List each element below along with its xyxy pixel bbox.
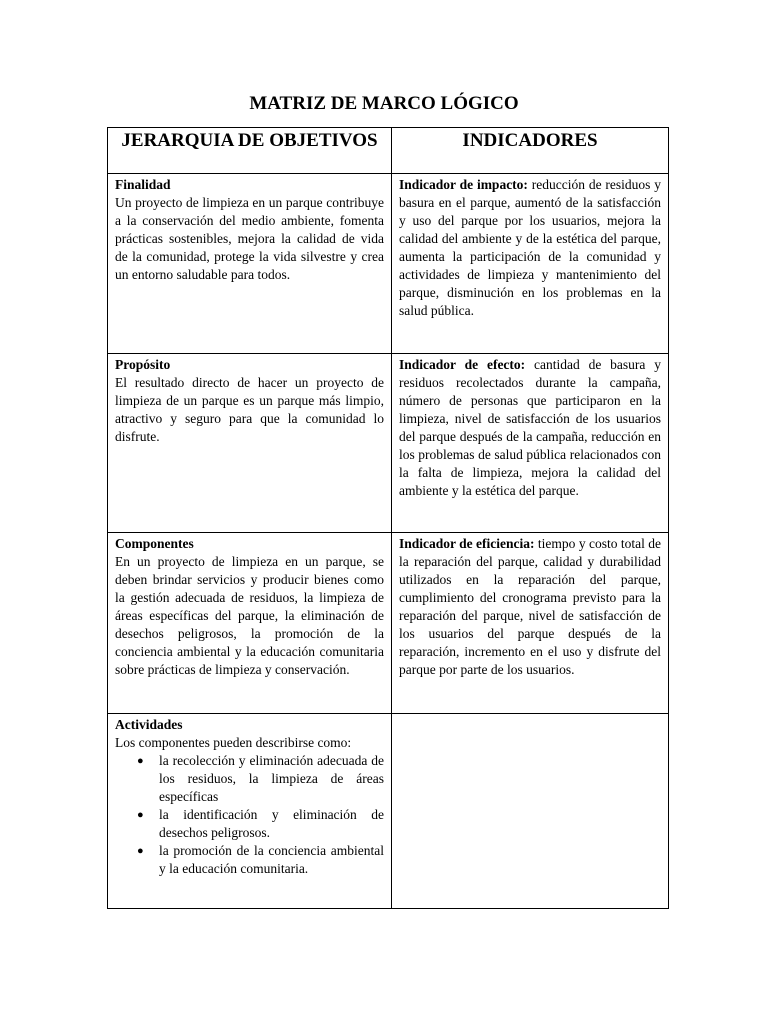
objective-cell-actividades: [108, 714, 392, 909]
activities-list: [115, 752, 384, 878]
list-item: [137, 806, 384, 842]
indicator-paragraph-eficiencia: [399, 535, 661, 679]
table-header-row: [108, 128, 669, 174]
section-title-componentes: Componentes: [115, 536, 194, 551]
indicator-text-efecto: cantidad de basura y residuos recolectados durante la campaña, número de personas que participaron en la limpieza, nivel de satisfacción de los usuarios del parque después de la campaña, reducción en los problemas de salud pública relacionados con la falta de limpieza, mejora la calidad del ambiente y la estética del parque.: [399, 357, 661, 498]
table-row: [108, 174, 669, 354]
section-title-actividades: Actividades: [115, 717, 183, 732]
indicator-paragraph-impacto: [399, 176, 661, 320]
list-item: [137, 752, 384, 806]
indicator-label-eficiencia: Indicador de eficiencia:: [399, 536, 535, 551]
table-row: [108, 354, 669, 533]
table-row: [108, 533, 669, 714]
objective-text-componentes: En un proyecto de limpieza en un parque, se deben brindar servicios y producir bienes como la gestión adecuada de residuos, la limpieza de áreas específicas del parque, la eliminación de desechos peligrosos, la promoción de la conciencia ambiental y la educación comunitaria sobre prácticas de limpieza y conservación.: [115, 554, 384, 677]
activity-text: la identificación y eliminación de desechos peligrosos.: [159, 807, 384, 840]
indicator-text-eficiencia: tiempo y costo total de la reparación del parque, calidad y durabilidad utilizados en la reparación del parque, cumplimiento del cronograma previsto para la reparación del parque, nivel de satisfacción de los usuarios del parque después de la reparación, incremento en el uso y disfrute del parque por parte de los usuarios.: [399, 536, 661, 677]
section-title-finalidad: Finalidad: [115, 177, 171, 192]
objective-cell-componentes: [108, 533, 392, 714]
indicator-cell-efecto: [392, 354, 669, 533]
indicator-cell-empty: [392, 714, 669, 909]
logical-framework-table: [107, 127, 669, 909]
section-title-proposito: Propósito: [115, 357, 171, 372]
activities-intro: Los componentes pueden describirse como:: [115, 735, 352, 750]
indicator-label-efecto: Indicador de efecto:: [399, 357, 526, 372]
header-indicators: INDICADORES: [392, 128, 669, 174]
activity-text: la promoción de la conciencia ambiental y la educación comunitaria.: [159, 843, 384, 876]
indicator-label-impacto: Indicador de impacto:: [399, 177, 528, 192]
header-objectives: JERARQUIA DE OBJETIVOS: [108, 128, 392, 174]
objective-text-proposito: El resultado directo de hacer un proyecto de limpieza de un parque es un parque más limpio, atractivo y seguro para que la comunidad lo disfrute.: [115, 375, 384, 444]
indicator-cell-eficiencia: [392, 533, 669, 714]
objective-cell-proposito: [108, 354, 392, 533]
table-row: [108, 714, 669, 909]
indicator-cell-impacto: [392, 174, 669, 354]
indicator-paragraph-efecto: [399, 356, 661, 500]
activity-text: la recolección y eliminación adecuada de los residuos, la limpieza de áreas específicas: [159, 753, 384, 804]
bullet-icon: ●: [137, 809, 144, 821]
indicator-text-impacto: reducción de residuos y basura en el parque, aumentó de la satisfacción y uso del parque por los usuarios, mejora la calidad del ambiente y de la estética del parque, aumenta la participación de la comunidad y actividades de limpieza y mantenimiento del parque, disminución en los problemas en la salud pública.: [399, 177, 661, 318]
document-title: MATRIZ DE MARCO LÓGICO: [249, 93, 519, 114]
bullet-icon: ●: [137, 755, 144, 767]
objective-text-finalidad: Un proyecto de limpieza en un parque contribuye a la conservación del medio ambiente, fomenta prácticas sostenibles, mejora la calidad de vida de la comunidad, protege la vida silvestre y crea un entorno saludable para todos.: [115, 195, 384, 282]
bullet-icon: ●: [137, 845, 144, 857]
objective-cell-finalidad: [108, 174, 392, 354]
list-item: [137, 842, 384, 878]
